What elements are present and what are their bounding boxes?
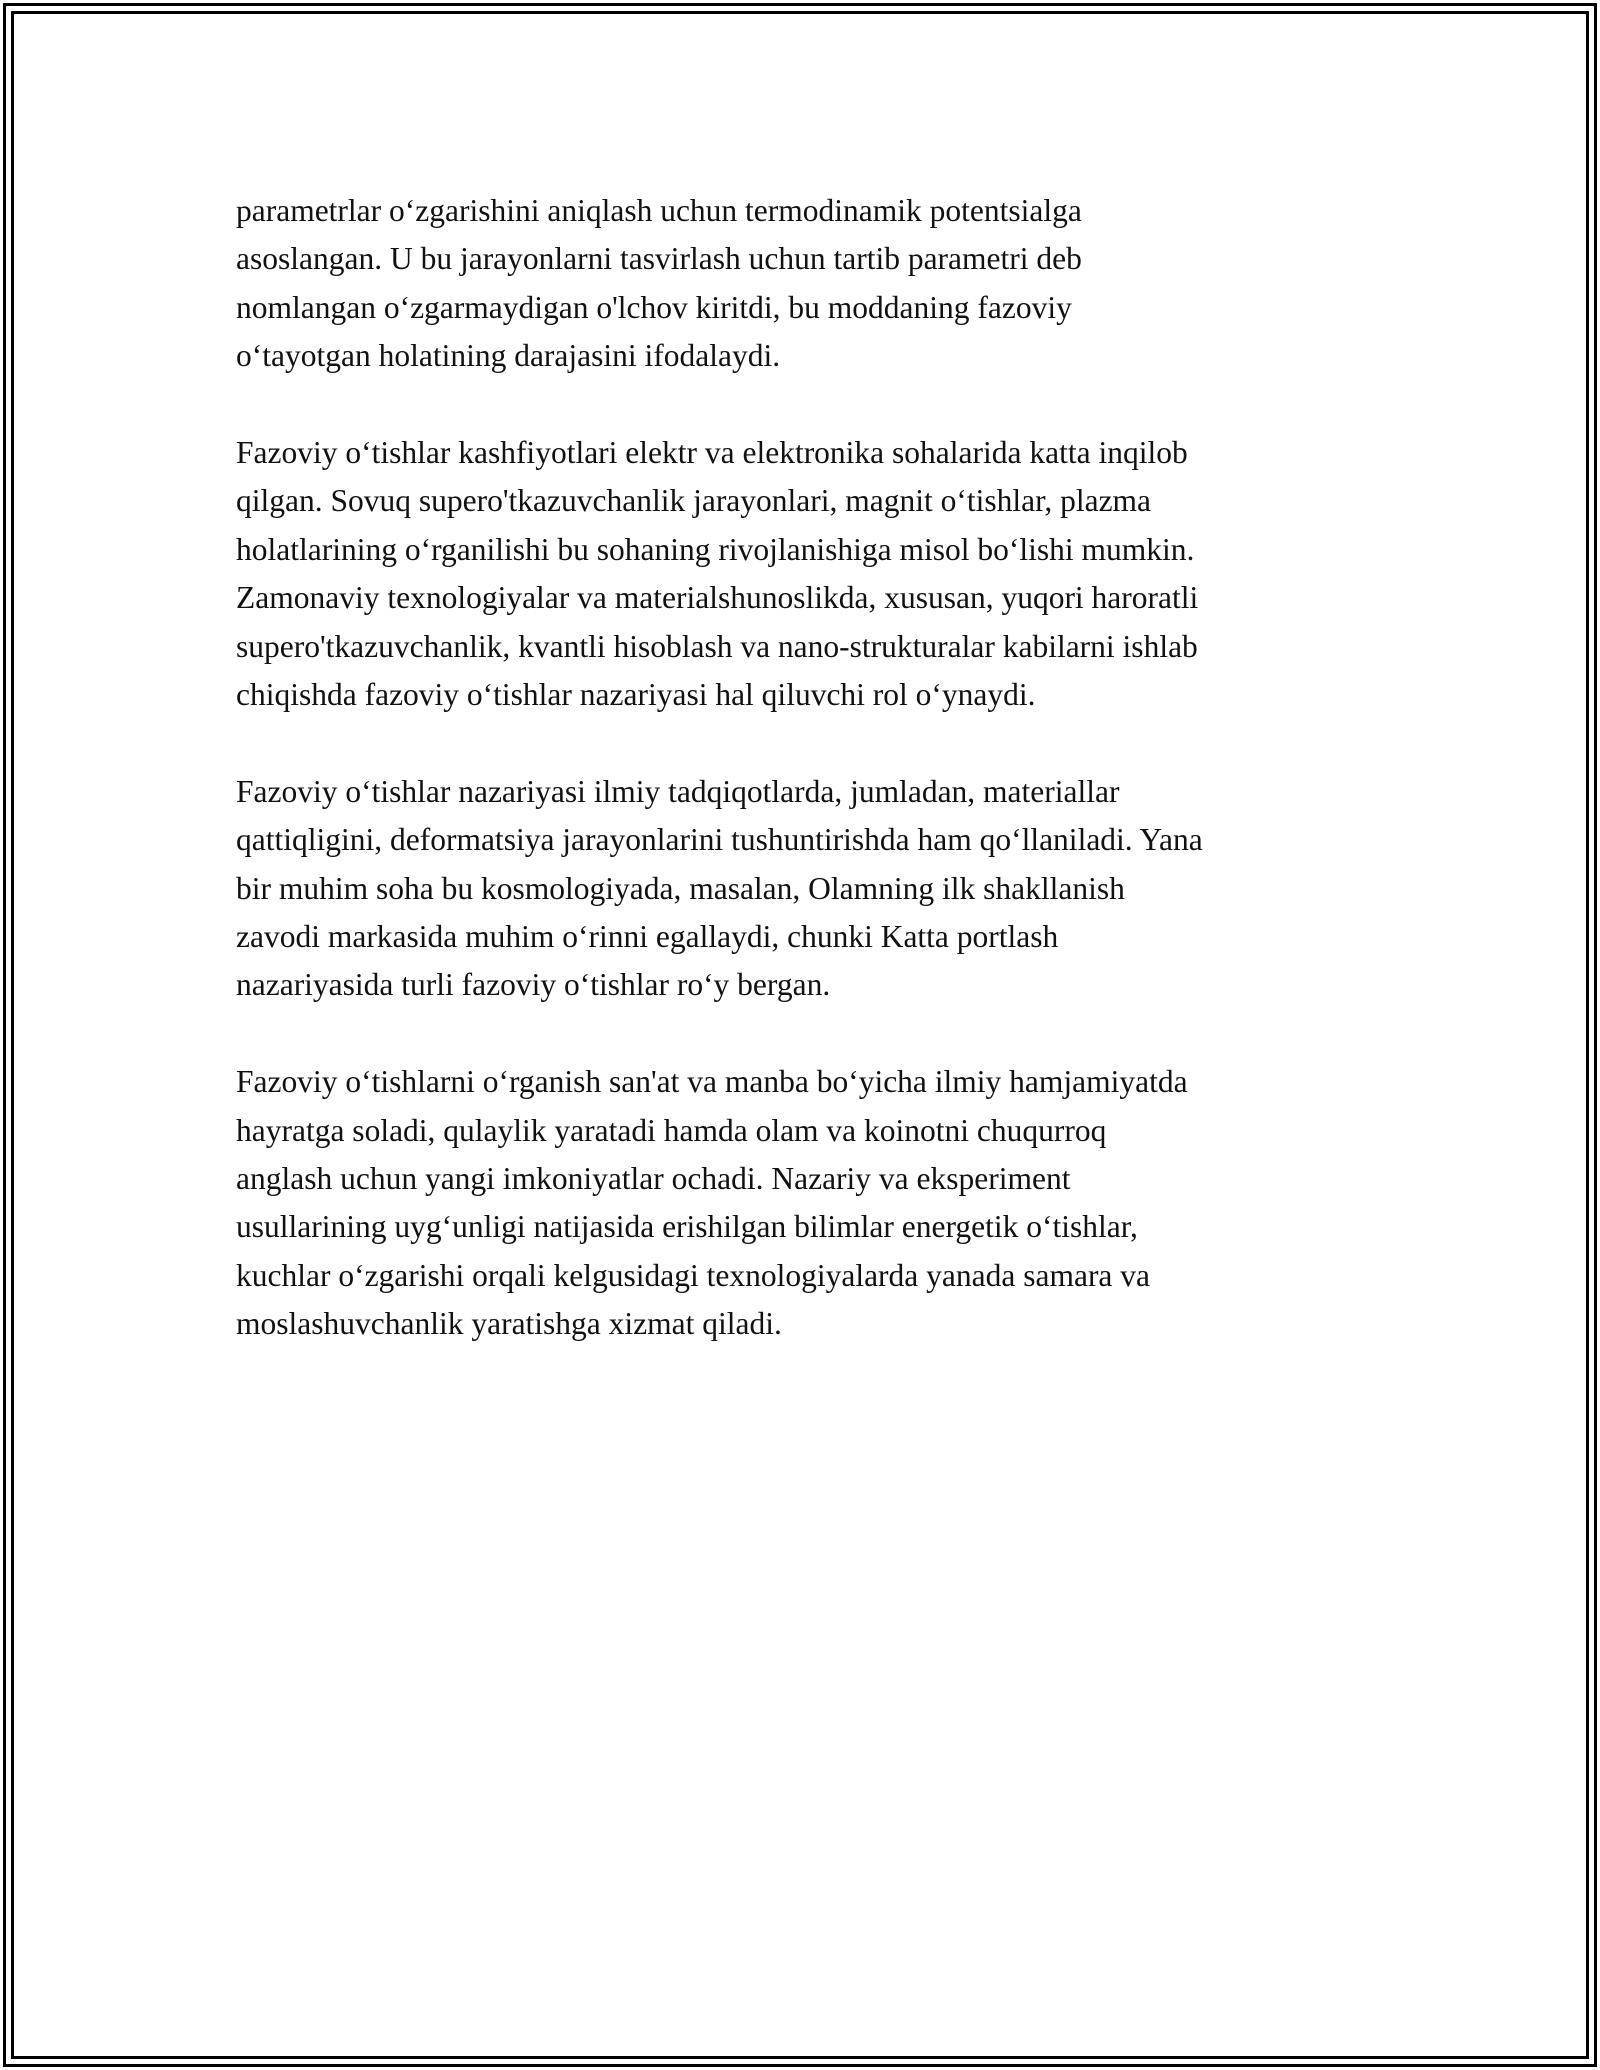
paragraph-line: anglash uchun yangi imkoniyatlar ochadi. Nazariy va eksperiment — [236, 1161, 1071, 1197]
paragraph-line: asoslangan. U bu jarayonlarni tasvirlash uchun tartib parametri deb — [236, 241, 1082, 277]
paragraph-line: moslashuvchanlik yaratishga xizmat qiladi. — [236, 1306, 782, 1342]
paragraph-line: Fazoviy o‘tishlarni o‘rganish san'at va manba bo‘yicha ilmiy hamjamiyatda — [236, 1064, 1188, 1100]
paragraph-line: nazariyasida turli fazoviy o‘tishlar ro‘y bergan. — [236, 967, 831, 1003]
paragraph-3 — [236, 768, 1386, 1010]
paragraph-line: nomlangan o‘zgarmaydigan o'lchov kiritdi, bu moddaning fazoviy — [236, 289, 1072, 325]
paragraph-line: chiqishda fazoviy o‘tishlar nazariyasi hal qiluvchi rol o‘ynaydi. — [236, 677, 1036, 713]
paragraph-line: kuchlar o‘zgarishi orqali kelgusidagi texnologiyalarda yanada samara va — [236, 1257, 1151, 1293]
paragraph-line: o‘tayotgan holatining darajasini ifodalaydi. — [236, 338, 781, 374]
paragraph-line: bir muhim soha bu kosmologiyada, masalan, Olamning ilk shakllanish — [236, 870, 1125, 906]
paragraph-line: holatlarining o‘rganilishi bu sohaning rivojlanishiga misol bo‘lishi mumkin. — [236, 531, 1195, 567]
paragraph-line: zavodi markasida muhim o‘rinni egallaydi, chunki Katta portlash — [236, 919, 1059, 955]
paragraph-line: qattiqligini, deformatsiya jarayonlarini tushuntirishda ham qo‘llaniladi. Yana — [236, 822, 1203, 858]
paragraph-line: usullarining uyg‘unligi natijasida erishilgan bilimlar energetik o‘tishlar, — [236, 1209, 1138, 1245]
paragraph-1 — [236, 187, 1386, 381]
paragraph-line: Fazoviy o‘tishlar nazariyasi ilmiy tadqiqotlarda, jumladan, materiallar — [236, 773, 1120, 809]
paragraph-line: supero'tkazuvchanlik, kvantli hisoblash va nano-strukturalar kabilarni ishlab — [236, 628, 1198, 664]
paragraph-line: hayratga soladi, qulaylik yaratadi hamda olam va koinotni chuqurroq — [236, 1112, 1107, 1148]
paragraph-line: Fazoviy o‘tishlar kashfiyotlari elektr va elektronika sohalarida katta inqilob — [236, 435, 1188, 471]
paragraph-4 — [236, 1058, 1386, 1348]
paragraph-line: parametrlar o‘zgarishini aniqlash uchun termodinamik potentsialga — [236, 193, 1082, 228]
paragraph-line: qilgan. Sovuq supero'tkazuvchanlik jarayonlari, magnit o‘tishlar, plazma — [236, 483, 1152, 519]
paragraph-2 — [236, 429, 1386, 719]
document-body — [236, 187, 1386, 1397]
paragraph-line: Zamonaviy texnologiyalar va materialshunoslikda, xususan, yuqori haroratli — [236, 580, 1199, 616]
